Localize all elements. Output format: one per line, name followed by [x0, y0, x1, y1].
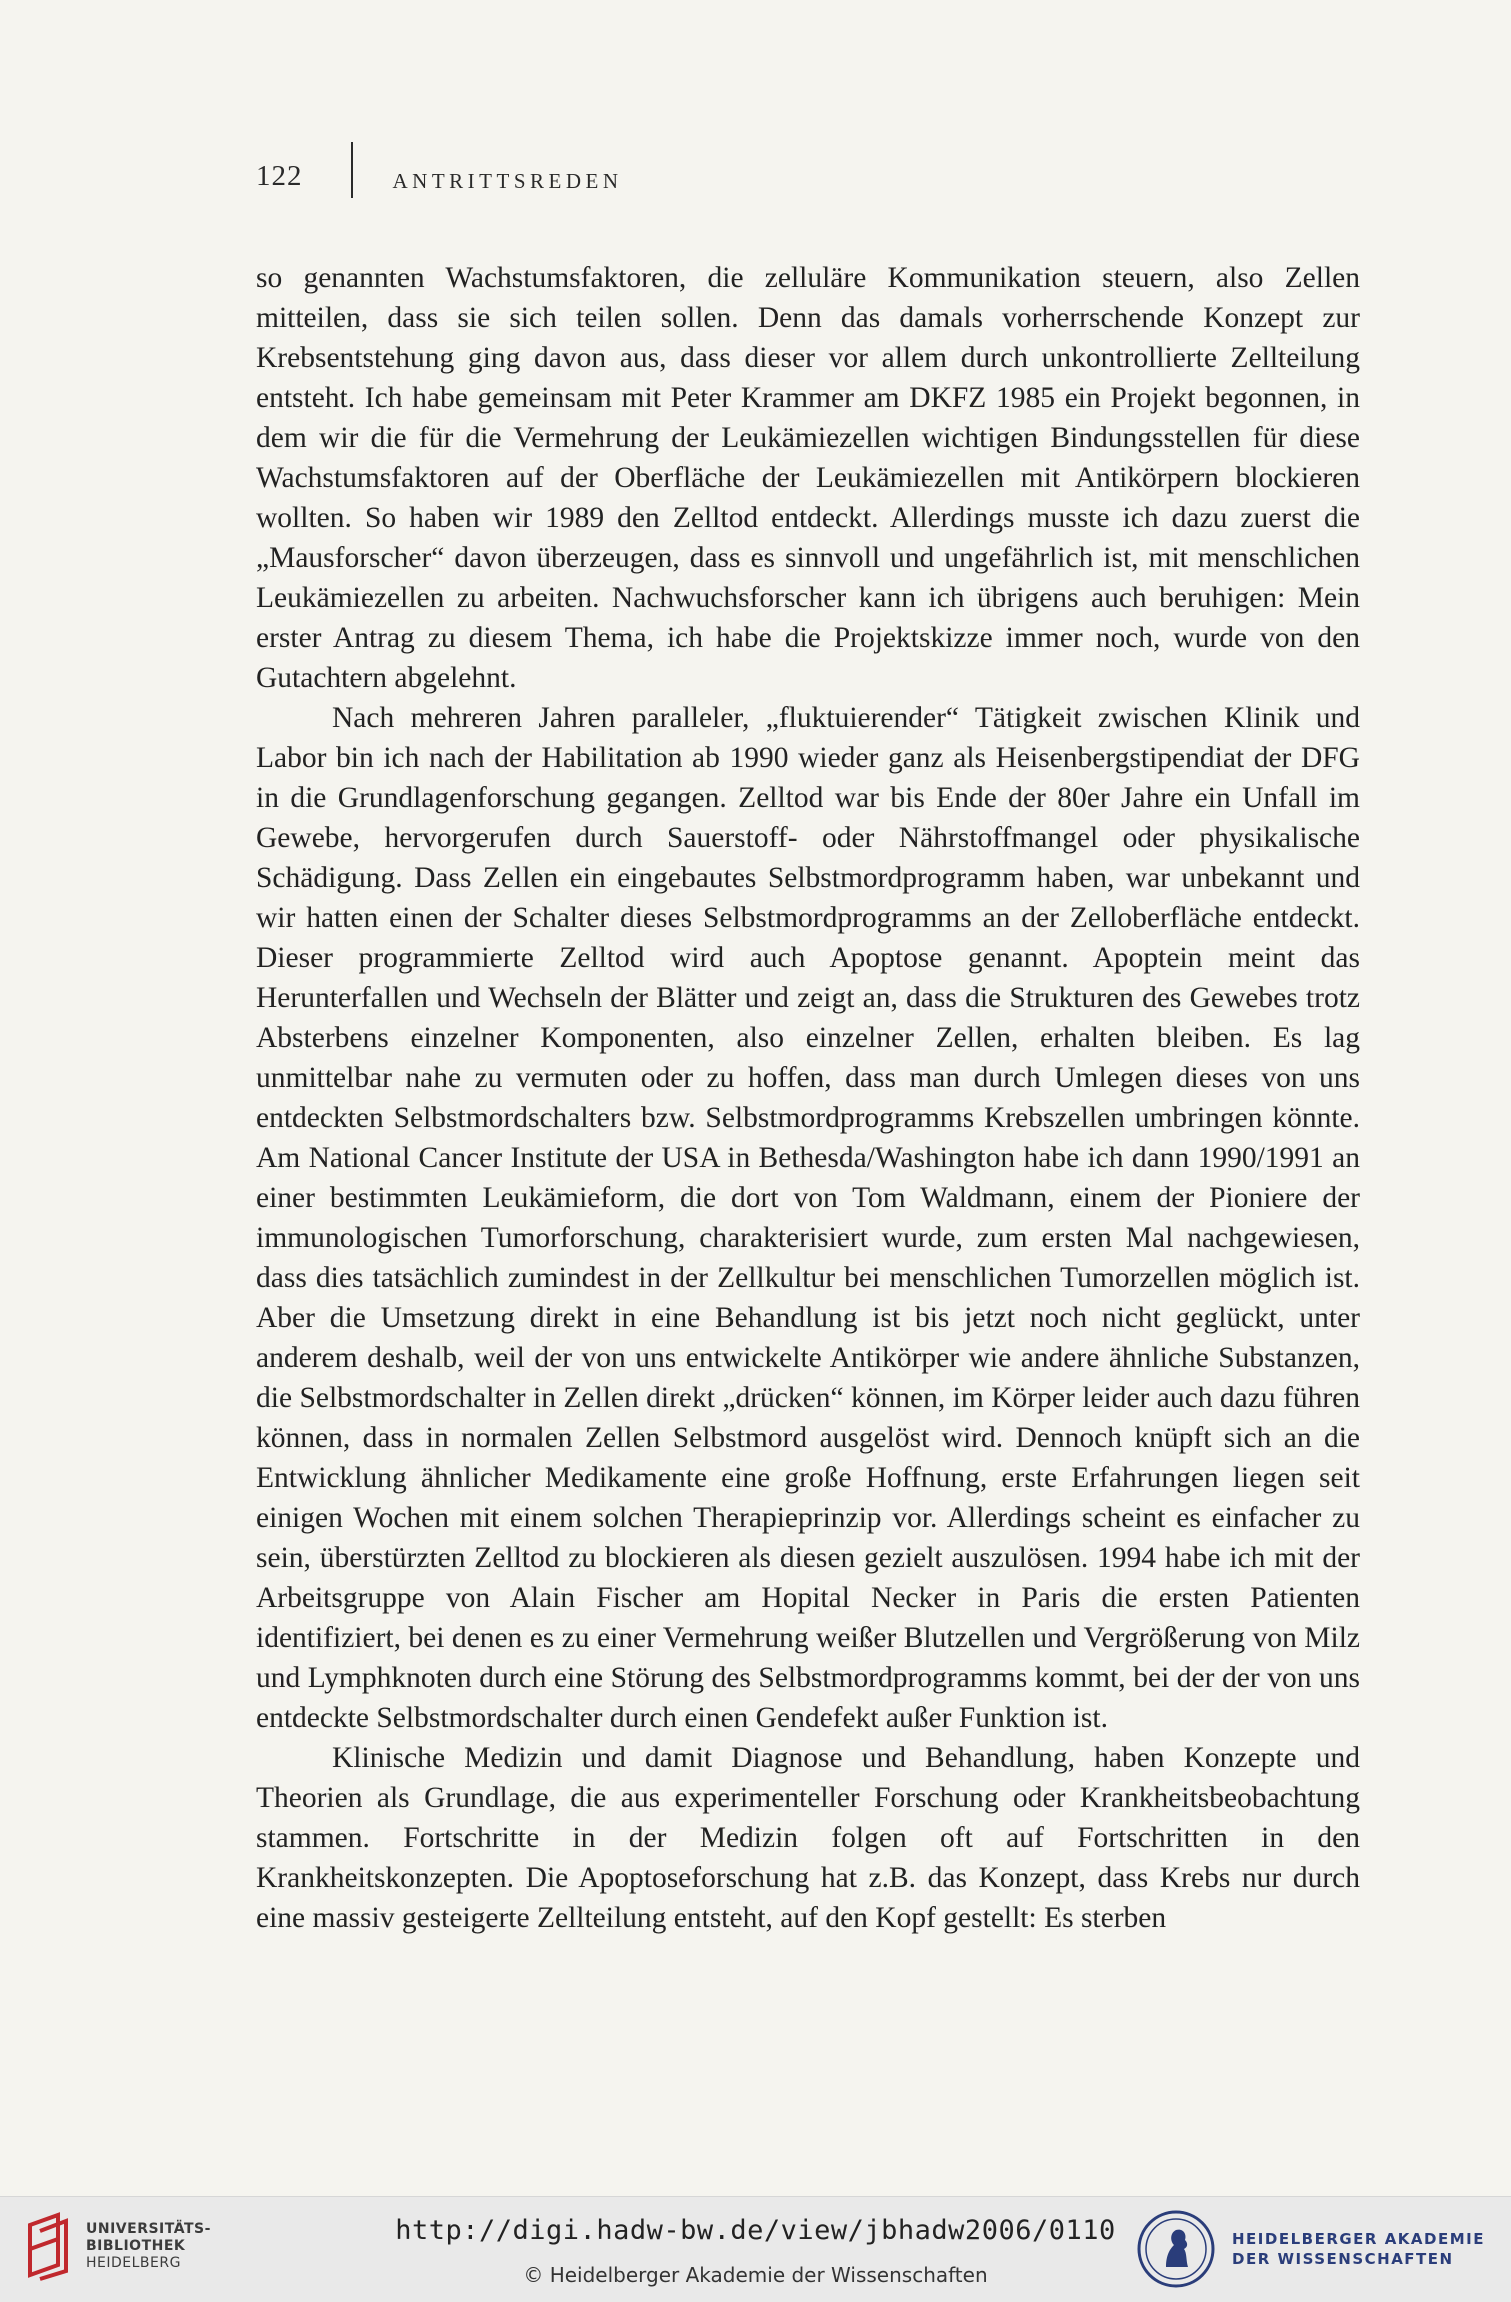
header-divider	[351, 142, 353, 198]
paragraph-3: Klinische Medizin und damit Diagnose und Behandlung, haben Konzepte und Theorien als Grundlage, die aus experimenteller Forschung oder Krankheitsbeobachtung stammen. Fortschritte in der Medizin folgen oft auf Fortschritten in den Krankheitskonzepten. Die Apoptoseforschung hat z.B. das Konzept, dass Krebs nur durch eine massiv gesteigerte Zellteilung entsteht, auf den Kopf gestellt: Es sterben	[256, 1742, 1360, 1934]
academy-logo[interactable]	[1136, 2209, 1485, 2289]
body-text	[256, 258, 1360, 1938]
library-name-line2: BIBLIOTHEK	[86, 2237, 186, 2254]
section-title: ANTRITTSREDEN	[392, 168, 623, 193]
academy-name	[1232, 2229, 1485, 2269]
library-city: HEIDELBERG	[86, 2254, 181, 2271]
academy-name-line1: HEIDELBERGER AKADEMIE	[1232, 2230, 1485, 2248]
academy-name-line2: DER WISSENSCHAFTEN	[1232, 2250, 1454, 2268]
running-head	[256, 156, 623, 196]
page-number: 122	[256, 159, 303, 192]
paragraph-1: so genannten Wachstumsfaktoren, die zelluläre Kommunikation steuern, also Zellen mitteilen, dass sie sich teilen sollen. Denn das damals vorherrschende Konzept zur Krebsentstehung ging davon aus, dass dieser vor allem durch unkontrollierte Zellteilung entsteht. Ich habe gemeinsam mit Peter Krammer am DKFZ 1985 ein Projekt begonnen, in dem wir die für die Vermehrung der Leukämiezellen wichtigen Bindungsstellen für diese Wachstumsfaktoren auf der Oberfläche der Leukämiezellen mit Antikörpern blockieren wollten. So haben wir 1989 den Zelltod entdeckt. Allerdings musste ich dazu zuerst die „Mausforscher“ davon überzeugen, dass es sinnvoll und ungefährlich ist, mit menschlichen Leukämiezellen zu arbeiten. Nachwuchsforscher kann ich übrigens auch beruhigen: Mein erster Antrag zu diesem Thema, ich habe die Projektskizze immer noch, wurde von den Gutachtern abgelehnt.	[256, 262, 1360, 694]
copyright-notice: © Heidelberger Akademie der Wissenschaften	[523, 2263, 988, 2287]
footer-bar	[0, 2196, 1511, 2302]
library-name-line1: UNIVERSITÄTS-	[86, 2220, 211, 2237]
paragraph-2: Nach mehreren Jahren paralleler, „fluktuierender“ Tätigkeit zwischen Klinik und Labor bin ich nach der Habilitation ab 1990 wieder ganz als Heisenbergstipendiat der DFG in die Grundlagenforschung gegangen. Zelltod war bis Ende der 80er Jahre ein Unfall im Gewebe, hervorgerufen durch Sauerstoff- oder Nährstoffmangel oder physikalische Schädigung. Dass Zellen ein eingebautes Selbstmordprogramm haben, war unbekannt und wir hatten einen der Schalter dieses Selbstmordprogramms an der Zelloberfläche entdeckt. Dieser programmierte Zelltod wird auch Apoptose genannt. Apoptein meint das Herunterfallen und Wechseln der Blätter und zeigt an, dass die Strukturen des Gewebes trotz Absterbens einzelner Komponenten, also einzelner Zellen, erhalten bleiben. Es lag unmittelbar nahe zu vermuten oder zu hoffen, dass man durch Umlegen dieses von uns entdeckten Selbstmordschalters bzw. Selbstmordprogramms Krebszellen umbringen könnte. Am National Cancer Institute der USA in Bethesda/Washington habe ich dann 1990/1991 an einer bestimmten Leukämieform, die dort von Tom Waldmann, einem der Pioniere der immunologischen Tumorforschung, charakterisiert wurde, zum ersten Mal nachgewiesen, dass dies tatsächlich zumindest in der Zellkultur bei menschlichen Tumorzellen möglich ist. Aber die Umsetzung direkt in eine Behandlung ist bis jetzt noch nicht geglückt, unter anderem deshalb, weil der von uns entwickelte Antikörper wie andere ähnliche Substanzen, die Selbstmordschalter in Zellen direkt „drücken“ können, im Körper leider auch dazu führen können, dass in normalen Zellen Selbstmord ausgelöst wird. Dennoch knüpft sich an die Entwicklung ähnlicher Medikamente eine große Hoffnung, erste Erfahrungen liegen seit einigen Wochen mit einem solchen Therapieprinzip vor. Allerdings scheint es einfacher zu sein, überstürzten Zelltod zu blockieren als diesen gezielt auszulösen. 1994 habe ich mit der Arbeitsgruppe von Alain Fischer am Hopital Necker in Paris die ersten Patienten identifiziert, bei denen es zu einer Vermehrung weißer Blutzellen und Vergrößerung von Milz und Lymphknoten durch eine Störung des Selbstmordprogramms kommt, bei der der von uns entdeckte Selbstmordschalter durch einen Gendefekt außer Funktion ist.	[256, 702, 1360, 1734]
academy-seal-icon	[1136, 2209, 1216, 2289]
permalink-url[interactable]: http://digi.hadw-bw.de/view/jbhadw2006/0110	[395, 2215, 1116, 2246]
